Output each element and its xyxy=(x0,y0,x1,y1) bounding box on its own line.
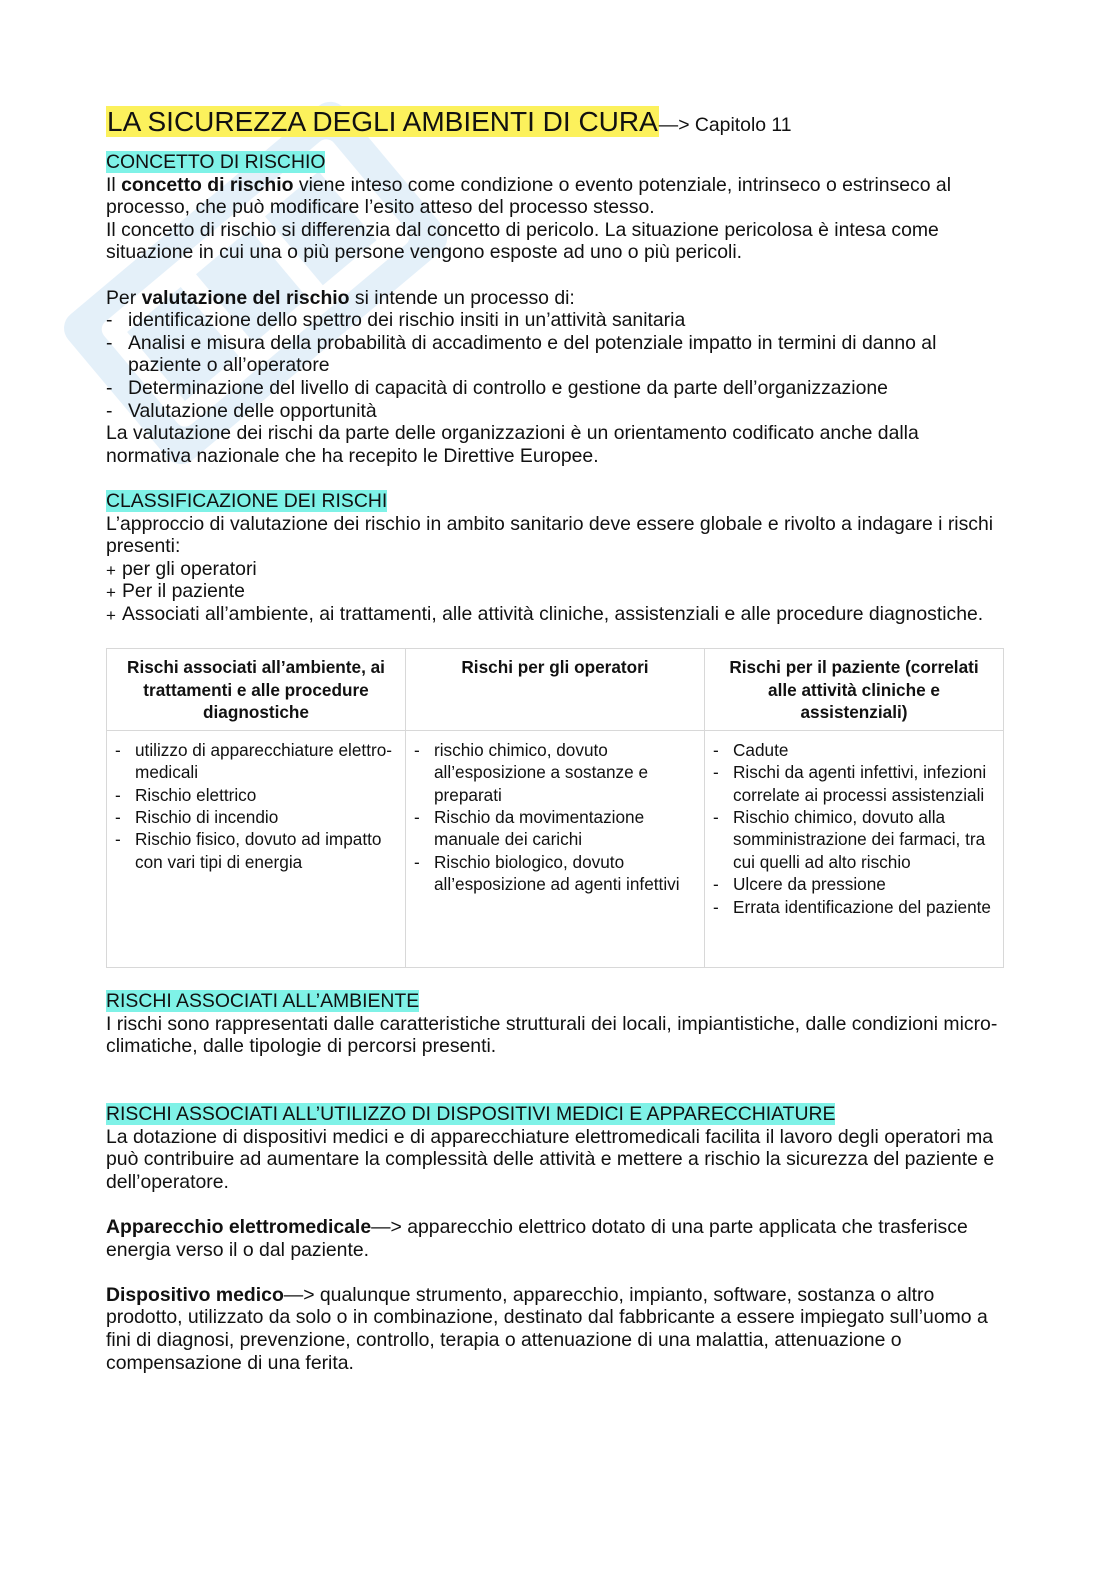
section-heading: CLASSIFICAZIONE DEI RISCHI xyxy=(106,489,388,512)
section-heading: CONCETTO DI RISCHIO xyxy=(106,151,326,173)
definition: Apparecchio elettromedicale—> apparecchio elettrico dotato di una parte applicata che trasferisce energia verso il o dal paziente. xyxy=(106,1216,968,1261)
bullet-list xyxy=(106,309,1006,422)
section-classificazione xyxy=(106,490,1006,968)
list-item: - Errata identificazione del paziente xyxy=(713,896,995,918)
list-item: - rischio chimico, dovuto all’esposizione a sostanze e preparati xyxy=(414,739,696,806)
list-item: - Cadute xyxy=(713,739,995,761)
definition-term: Apparecchio elettromedicale xyxy=(106,1216,372,1239)
paragraph: Per valutazione del rischio si intende un processo di: xyxy=(106,286,575,309)
list-item: - Ulcere da pressione xyxy=(713,873,995,895)
list-item: - Rischio da movimentazione manuale dei carichi xyxy=(414,806,696,851)
bold-term: concetto di rischio xyxy=(121,173,294,196)
table-cell xyxy=(107,730,406,967)
section-dispositivi xyxy=(106,1103,1006,1374)
list-item: - identificazione dello spettro dei rischio insiti in un’attività sanitaria xyxy=(106,309,1006,332)
list-item: - Determinazione del livello di capacità di controllo e gestione da parte dell’organizzazione xyxy=(106,377,1006,400)
section-ambiente xyxy=(106,990,1006,1058)
section-concetto xyxy=(106,151,1006,264)
paragraph: I rischi sono rappresentati dalle caratteristiche strutturali dei locali, impiantistiche, dalle condizioni micro-climatiche, dalle tipologie di percorsi presenti. xyxy=(106,1012,998,1058)
list-item: - Rischi da agenti infettivi, infezioni correlate ai processi assistenziali xyxy=(713,761,995,806)
risk-table xyxy=(106,648,1004,967)
definition: Dispositivo medico—> qualunque strumento, apparecchio, impianto, software, sostanza o altro prodotto, utilizzato da solo o in combinazione, destinato dal fabbricante a essere impiegato sull’uomo a fini di diagnosi, prevenzione, controllo, terapia o attenuazione di una malattia, attenuazione o compensazione di una ferita. xyxy=(106,1283,988,1374)
list-item: - Valutazione delle opportunità xyxy=(106,400,1006,423)
list-item: - Rischio fisico, dovuto ad impatto con vari tipi di energia xyxy=(115,828,397,873)
table-header-row xyxy=(107,649,1004,730)
table-header-cell: Rischi per gli operatori xyxy=(406,649,705,730)
table-header-cell: Rischi per il paziente (correlati alle attività cliniche e assistenziali) xyxy=(705,649,1004,730)
plus-list xyxy=(106,558,1006,626)
table-header-cell: Rischi associati all’ambiente, ai trattamenti e alle procedure diagnostiche xyxy=(107,649,406,730)
list-item: - Rischio elettrico xyxy=(115,784,397,806)
paragraph: La dotazione di dispositivi medici e di apparecchiature elettromedicali facilita il lavoro degli operatori ma può contribuire ad aumentare la complessità delle attività e mettere a rischio la sicurezza del paziente e dell’operatore. xyxy=(106,1125,995,1193)
section-valutazione xyxy=(106,287,1006,468)
page-title: LA SICUREZZA DEGLI AMBIENTI DI CURA xyxy=(107,106,658,137)
list-item: - Rischio biologico, dovuto all’esposizione ad agenti infettivi xyxy=(414,851,696,896)
table-cell xyxy=(705,730,1004,967)
list-item: + per gli operatori xyxy=(106,558,1006,581)
title-line xyxy=(106,104,1006,143)
table-row xyxy=(107,730,1004,967)
paragraph: Il concetto di rischio si differenzia dal concetto di pericolo. La situazione pericolosa è intesa come situazione in cui una o più persone vengono esposte ad uno o più pericoli. xyxy=(106,218,939,264)
list-item: - utilizzo di apparecchiature elettro-medicali xyxy=(115,739,397,784)
section-heading: RISCHI ASSOCIATI ALL’UTILIZZO DI DISPOSITIVI MEDICI E APPARECCHIATURE xyxy=(106,1103,836,1126)
title-chapter-ref: —> Capitolo 11 xyxy=(658,114,792,136)
list-item: - Rischio chimico, dovuto alla somministrazione dei farmaci, tra cui quelli ad alto rischio xyxy=(713,806,995,873)
document-page xyxy=(106,104,1006,1374)
list-item: + Associati all’ambiente, ai trattamenti, alle attività cliniche, assistenziali e alle procedure diagnostiche. xyxy=(106,603,1006,626)
paragraph: L’approccio di valutazione dei rischio in ambito sanitario deve essere globale e rivolto a indagare i rischi presenti: xyxy=(106,512,994,558)
table-cell xyxy=(406,730,705,967)
bold-term: valutazione del rischio xyxy=(141,286,350,309)
list-item: - Rischio di incendio xyxy=(115,806,397,828)
definition-term: Dispositivo medico xyxy=(106,1283,284,1306)
list-item: + Per il paziente xyxy=(106,580,1006,603)
section-heading: RISCHI ASSOCIATI ALL’AMBIENTE xyxy=(106,990,420,1013)
paragraph: Il concetto di rischio viene inteso come condizione o evento potenziale, intrinseco o estrinseco al processo, che può modificare l’esito atteso del processo stesso. xyxy=(106,173,952,219)
paragraph: La valutazione dei rischi da parte delle organizzazioni è un orientamento codificato anche dalla normativa nazionale che ha recepito le Direttive Europee. xyxy=(106,422,919,467)
list-item: - Analisi e misura della probabilità di accadimento e del potenziale impatto in termini di danno al paziente o all’operatore xyxy=(106,332,1006,377)
